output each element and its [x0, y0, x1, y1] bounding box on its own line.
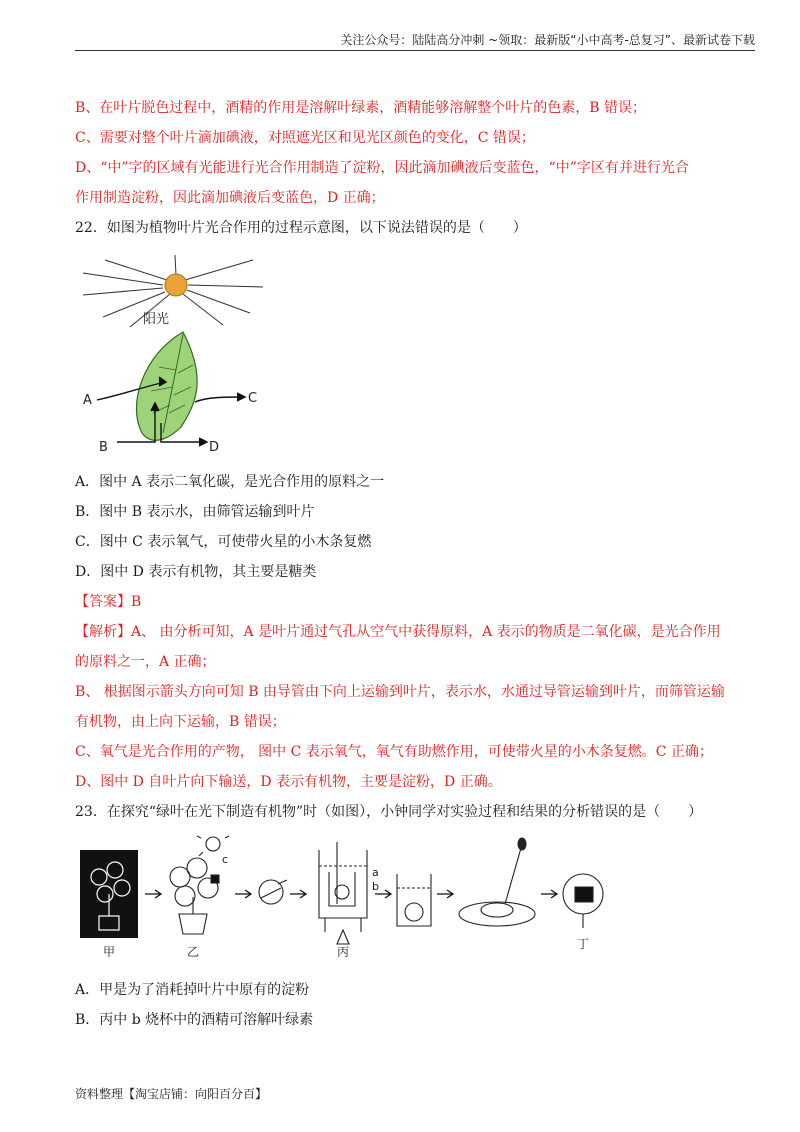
q22-option-c: C．图中 C 表示氧气，可使带火星的小木条复燃: [75, 534, 372, 550]
prev-analysis-d-line2: 作用制造淀粉，因此滴加碘液后变蓝色，D 正确；: [75, 190, 385, 206]
q22-answer: 【答案】B: [75, 594, 142, 610]
q22-option-d: D．图中 D 表示有机物，其主要是糖类: [75, 564, 317, 580]
label-b-beaker: b: [372, 880, 379, 893]
page-footer: 资料整理【淘宝店铺：向阳百分百】: [75, 1087, 268, 1101]
q23-option-b: B．丙中 b 烧杯中的酒精可溶解叶绿素: [75, 1012, 314, 1028]
prev-analysis-c: C、需要对整个叶片滴加碘液，对照遮光区和见光区颜色的变化，C 错误；: [75, 130, 535, 146]
step-jia-dark-box: [80, 850, 138, 938]
q22-analysis-line2: 的原料之一，A 正确；: [75, 654, 216, 670]
q22-analysis-line3: B、 根据图示箭头方向可知 B 由导管由下向上运输到叶片，表示水，水通过导管运输到叶片，而筛管运输: [75, 684, 725, 700]
q22-option-a: A．图中 A 表示二氧化碳，是光合作用的原料之一: [75, 474, 385, 490]
q22-leaf-figure: [75, 255, 275, 465]
q23-experiment-figure: [75, 832, 615, 962]
label-c: C: [248, 391, 258, 406]
step-bing-water-bath: [319, 842, 367, 944]
label-b: B: [99, 440, 108, 455]
q22-analysis-line4: 有机物，由上向下运输，B 错误；: [75, 714, 286, 730]
step-iodine-dropper: [459, 838, 535, 926]
q23-stem: 23．在探究“绿叶在光下制造有机物”时（如图），小钟同学对实验过程和结果的分析错误的是（ ）: [75, 804, 703, 820]
prev-analysis-b: B、在叶片脱色过程中，酒精的作用是溶解叶绿素，酒精能够溶解整个叶片的色素，B 错误；: [75, 100, 647, 116]
q22-stem: 22．如图为植物叶片光合作用的过程示意图，以下说法错误的是（ ）: [75, 220, 527, 236]
q23-option-a: A．甲是为了消耗掉叶片中原有的淀粉: [75, 982, 310, 998]
step-picked-leaf: [259, 880, 287, 904]
label-a: A: [83, 393, 92, 408]
q22-analysis-line1: 【解析】A、 由分析可知，A 是叶片通过气孔从空气中获得原料，A 表示的物质是二氧化碳，是光合作用: [75, 624, 721, 640]
arrow-c: [195, 397, 243, 402]
step-yi-plant-light: [170, 832, 229, 934]
prev-analysis-d-line1: D、“中”字的区域有光能进行光合作用制造了淀粉，因此滴加碘液后变蓝色，“中”字区有并进行光合: [75, 160, 689, 176]
leaf-shape: [136, 332, 197, 440]
step-rinse-beaker: [397, 874, 431, 926]
q22-option-b: B．图中 B 表示水，由筛管运输到叶片: [75, 504, 315, 520]
label-jia: 甲: [103, 945, 116, 959]
step-ding-result-leaf: [563, 874, 603, 928]
page-header: 关注公众号：陆陆高分冲刺 ~领取：最新版“小中高考-总复习”、最新试卷下载: [75, 30, 755, 51]
label-d: D: [209, 440, 220, 455]
label-ding: 丁: [577, 937, 590, 951]
label-a-beaker: a: [372, 866, 379, 879]
q22-analysis-line6: D、图中 D 自叶片向下输送，D 表示有机物，主要是淀粉，D 正确。: [75, 774, 502, 790]
q22-analysis-line5: C、氧气是光合作用的产物， 图中 C 表示氧气，氧气有助燃作用，可使带火星的小木条复燃。C 正确；: [75, 744, 713, 760]
label-yi: 乙: [187, 945, 200, 959]
sun-label: 阳光: [143, 312, 170, 327]
sun-icon: [165, 274, 187, 296]
label-c-cover: c: [222, 853, 229, 866]
label-bing: 丙: [337, 945, 350, 959]
